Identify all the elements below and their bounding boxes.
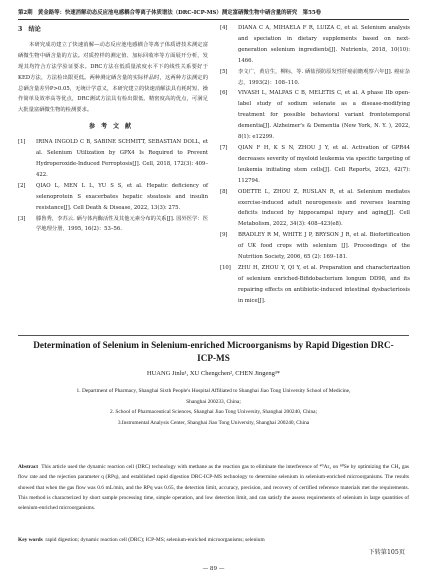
authors: HUANG Jinlu¹, XU Chengchen², CHEN Jingeng³*: [146, 370, 281, 377]
english-title: Determination of Selenium in Selenium-enriched Microorganisms by Rapid Digestion DRC-ICP-MS: [33, 340, 394, 363]
reference-text: BRADLEY R M, WHITE J P, BRYSON J R, et al. Biofortification of UK food crops with selenium [J]. Proceedings of the Nutrition Society, 2006, 65 (2): 169–181.: [238, 232, 410, 261]
abstract-label: Abstract: [18, 464, 39, 470]
reference-text: DIANA C A, MIHAELA F R, LUIZA C, et al. Selenium analysis and speciation in dietary supplements based on next-generation selenium ingredients[J]. Nutrients, 2018, 10(10): 1466.: [238, 25, 410, 64]
reference-item: [18, 214, 208, 236]
reference-number: [8]: [220, 188, 228, 195]
reference-text: VIVASH L, MALPAS C B, MELETIS C, et al. A phase IIb open-label study of sodium selenate as a disease-modifying treatment for possible behavioral variant frontotemporal dementia[J]. Alzheimer's & Dementia (New York, N. Y. ), 2022, 8(1): e12299.: [238, 90, 410, 141]
reference-number: [3]: [18, 215, 26, 222]
right-column: [220, 23, 410, 307]
reference-text: 李文广，黄启生，柳标，等. 硒盐预防原发性肝癌前瞻观察六年[J]. 癌症杂志，1993(2)：108–110.: [238, 68, 410, 86]
abstract: [18, 462, 409, 513]
section-divider: [18, 335, 409, 336]
reference-number: [7]: [220, 144, 228, 151]
reference-item: [220, 230, 410, 263]
affiliation-line: 3.Instrumental Analysis Center, Shanghai Jiao Tong University, Shanghai 200240, China: [117, 419, 310, 426]
reference-text: IRINA INGOLD C B, SABINE SCHMITT, SEBASTIAN DOLL, et al. Selenium Utilization by GPX4 Is Required to Prevent Hydroperoxide-Induced Ferroptosis[J]. Cell, 2018, 172(3): 409–422.: [36, 139, 208, 178]
reference-text: QIAO L, MEN L L, YU S S, et al. Hepatic deficiency of selenoprotein S exacerbates hepatic steatosis and insulin resistance[J]. Cell Death & Disease, 2022, 13(3): 275.: [36, 182, 208, 211]
keywords-text: rapid digestion; dynamic reaction cell (DRC); ICP-MS; selenium-enriched microorganisms; selenium: [45, 537, 265, 543]
abstract-text: This article used the dynamic reaction cell (DRC) technology with methane as the reaction gas to eliminate the interference of ⁴⁰Ar₂ on ⁸⁰Se by optimizing the CH₄ gas flow rate and the rejection parameter q (RPq), and established rapid digestion DRC-ICP-MS technology to determine selenium in selenium-enriched microorganisms. The results showed that when the gas flow was 0.6 mL/min, and the RPq was 0.65, the detection limit, accuracy, precision, and recovery of certified reference materials met the requirements. This method is characterized by short sample processing time, simple operation, and low detection limit, and can satisfy the assess requirements of selenium in large quantities of selenium-enriched microorganisms.: [18, 464, 410, 512]
section-title: 3 结论: [18, 26, 41, 33]
conclusion-paragraph: 本研究成功建立了快速消解—动态反应池电感耦合等离子体质谱技术测定富硒微生物中硒含量的方法。对质控样的测定值、加标回收率等方面展开分析，发现其均符合方法学验证要求。DRC方法在低质量浓度水平下的线性关系要好于KED方法，方法检出限更低。两种测定硒含量的实际样品时，这两种方法测定的总硒含量差异P>0.05，无统计学意义，本研究建立的快速消解法具有耗时短、操作简单及效率高等优点，DRC测试方法具有检出限低、精密度高的优点，可满足大批量富硒微生物的检测要求。: [18, 41, 208, 114]
references-title: 参考文献: [88, 123, 137, 131]
reference-item: [18, 181, 208, 214]
continued-note: 下转第105页: [368, 549, 405, 556]
reference-item: [220, 23, 410, 67]
running-header: 第2期 黄金路等：快速消解动态反应池电感耦合等离子体质谱法（DRC-ICP-MS）测定富硒微生物中硒含量的研究 第55卷: [18, 8, 409, 20]
reference-number: [5]: [220, 68, 228, 75]
affiliation-line: Shanghai 200233, China;: [186, 398, 241, 405]
page-number: — 89 —: [202, 566, 225, 572]
reference-item: [220, 187, 410, 231]
references-list-right: [220, 23, 410, 307]
reference-text: 滕鲁秀，李苏云. 硒与体内酶活性及其他元素分布的关系[J]. 国外医学：医学地理分册，1995, 16(2)：53–56.: [36, 215, 208, 233]
reference-number: [4]: [220, 25, 228, 31]
reference-number: [6]: [220, 90, 228, 97]
keywords: [18, 535, 409, 545]
reference-text: ZHU H, ZHOU Y, QI Y, et al. Preparation and characterization of selenium enriched-Bifidobacterium longum DD98, and its repairing effects on antibiotic-induced intestinal dysbacteriosis in mice[J].: [238, 264, 410, 304]
reference-text: ODETTE L, ZHOU Z, RUSLAN R, et al. Selenium mediates exercise-induced adult neurogenesis and reverses learning deficits induced by hippocampal injury and aging[J]. Cell Metabolism, 2022, 34(3): 408–423(e8).: [238, 188, 410, 228]
reference-item: [220, 88, 410, 143]
keywords-label: Key words: [18, 537, 43, 543]
reference-item: [220, 263, 410, 307]
affiliation-line: 2. School of Pharmaceutical Sciences, Shanghai Jiao Tong University, Shanghai 200240, China;: [109, 409, 318, 415]
reference-number: [2]: [18, 182, 26, 189]
left-column: [18, 23, 208, 235]
reference-text: QIAN F H, K S N, ZHOU J Y, et al. Activation of GPR44 decreases severity of myeloid leukemia via specific targeting of leukemia initiating stem cells[J]. Cell Reports, 2023, 42(7): 112794.: [238, 144, 410, 184]
reference-item: [220, 67, 410, 89]
reference-number: [1]: [18, 139, 26, 146]
reference-number: [9]: [220, 232, 228, 239]
references-list-left: [18, 137, 208, 235]
reference-item: [220, 143, 410, 187]
affiliation-line: 1. Department of Pharmacy, Shanghai Sixth People's Hospital Affiliated to Shanghai Jiao Tong University School of Medicine,: [76, 388, 351, 394]
reference-item: [18, 137, 208, 181]
affiliations: [30, 386, 397, 428]
reference-number: [10]: [220, 264, 231, 271]
